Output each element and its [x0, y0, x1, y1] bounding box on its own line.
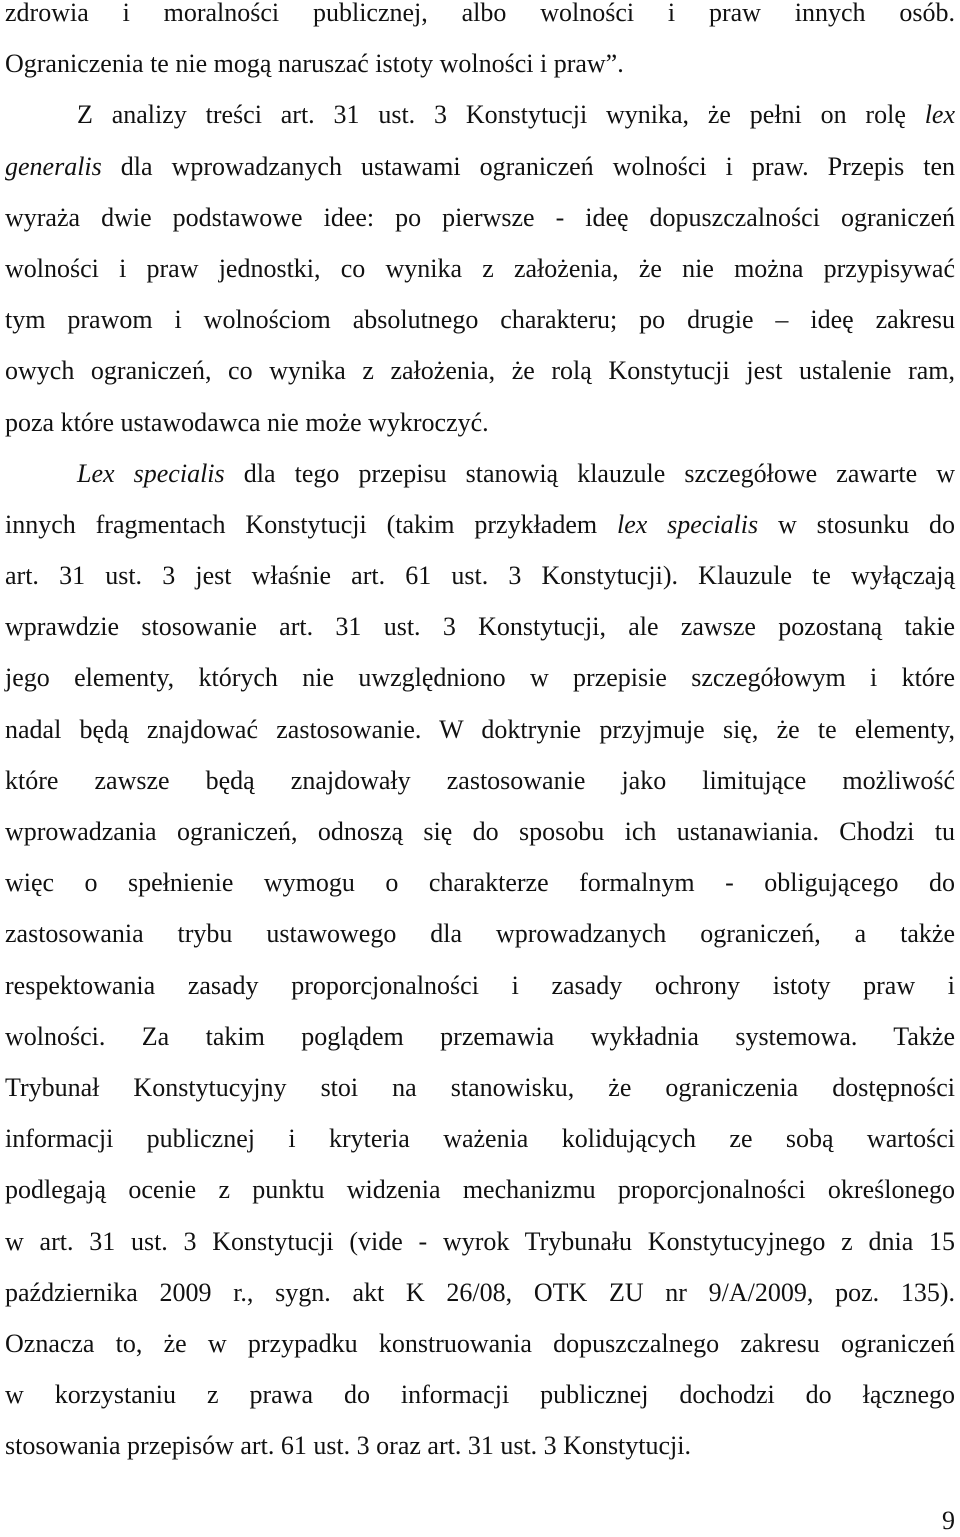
text-segment: Ograniczenia te nie mogą naruszać istoty wolności i praw”.: [5, 49, 624, 79]
text-line: [5, 192, 955, 243]
text-segment: w art. 31 ust. 3 Konstytucji (vide - wyrok Trybunału Konstytucyjnego z dnia 15: [5, 1226, 955, 1256]
text-line: [5, 1420, 955, 1471]
text-segment: dla tego przepisu stanowią klauzule szczegółowe zawarte w: [224, 458, 955, 488]
text-line: [5, 1216, 955, 1267]
text-segment: które zawsze będą znajdowały zastosowanie jako limitujące możliwość: [5, 765, 955, 795]
text-segment: art. 31 ust. 3 jest właśnie art. 61 ust. 3 Konstytucji). Klauzule te wyłączają: [5, 561, 955, 591]
text-line: [5, 755, 955, 806]
text-line: [5, 89, 955, 140]
text-segment: Trybunał Konstytucyjny stoi na stanowisku, że ograniczenia dostępności: [5, 1072, 955, 1102]
text-segment: więc o spełnienie wymogu o charakterze formalnym - obligującego do: [5, 868, 955, 898]
text-line: [5, 294, 955, 345]
text-line: [5, 1113, 955, 1164]
text-segment: Z analizy treści art. 31 ust. 3 Konstytucji wynika, że pełni on rolę: [77, 100, 925, 130]
text-line: [5, 652, 955, 703]
text-segment: Oznacza to, że w przypadku konstruowania dopuszczalnego zakresu ograniczeń: [5, 1328, 955, 1358]
text-line: [5, 1164, 955, 1215]
text-line: [5, 1267, 955, 1318]
text-line: [5, 857, 955, 908]
text-segment: zdrowia i moralności publicznej, albo wolności i praw innych osób.: [5, 0, 955, 27]
text-line: [5, 550, 955, 601]
text-segment: w stosunku do: [758, 509, 955, 539]
text-line: [5, 1318, 955, 1369]
text-segment: stosowania przepisów art. 61 ust. 3 oraz art. 31 ust. 3 Konstytucji.: [5, 1431, 691, 1461]
text-segment: wolności. Za takim poglądem przemawia wykładnia systemowa. Także: [5, 1021, 955, 1051]
text-segment: wyraża dwie podstawowe idee: po pierwsze - ideę dopuszczalności ograniczeń: [5, 202, 955, 232]
italic-term: lex: [924, 100, 955, 130]
text-segment: w korzystaniu z prawa do informacji publicznej dochodzi do łącznego: [5, 1380, 955, 1410]
text-segment: jego elementy, których nie uwzględniono w przepisie szczegółowym i które: [5, 663, 955, 693]
text-segment: tym prawom i wolnościom absolutnego charakteru; po drugie – ideę zakresu: [5, 305, 955, 335]
text-line: [5, 960, 955, 1011]
text-line: [5, 1369, 955, 1420]
text-line: [5, 141, 955, 192]
text-segment: respektowania zasady proporcjonalności i zasady ochrony istoty praw i: [5, 970, 955, 1000]
italic-term: generalis: [5, 151, 102, 181]
text-line: [5, 704, 955, 755]
text-line: [5, 601, 955, 652]
text-segment: innych fragmentach Konstytucji (takim przykładem: [5, 509, 617, 539]
italic-term: Lex specialis: [77, 458, 225, 488]
text-segment: podlegają ocenie z punktu widzenia mechanizmu proporcjonalności określonego: [5, 1175, 955, 1205]
text-segment: poza które ustawodawca nie może wykroczyć.: [5, 407, 489, 437]
paragraph-text: [5, 0, 955, 1471]
document-body: [5, 0, 955, 1471]
text-line: [5, 397, 955, 448]
text-segment: zastosowania trybu ustawowego dla wprowadzanych ograniczeń, a także: [5, 919, 955, 949]
text-line: [5, 38, 955, 89]
text-line: [5, 448, 955, 499]
italic-term: lex specialis: [616, 509, 759, 539]
text-segment: wolności i praw jednostki, co wynika z założenia, że nie można przypisywać: [5, 253, 955, 283]
page-number: 9: [942, 1506, 955, 1535]
text-segment: wprowadzania ograniczeń, odnoszą się do sposobu ich ustanawiania. Chodzi tu: [5, 817, 955, 846]
text-segment: owych ograniczeń, co wynika z założenia, że rolą Konstytucji jest ustalenie ram,: [5, 356, 955, 386]
text-line: [5, 1011, 955, 1062]
text-segment: informacji publicznej i kryteria ważenia kolidujących ze sobą wartości: [5, 1124, 955, 1154]
text-line: [5, 908, 955, 959]
text-line: [5, 345, 955, 396]
text-line: [5, 0, 955, 38]
text-line: [5, 1062, 955, 1113]
text-line: [5, 243, 955, 294]
text-segment: wprawdzie stosowanie art. 31 ust. 3 Konstytucji, ale zawsze pozostaną takie: [5, 612, 955, 642]
text-line: [5, 499, 955, 550]
text-segment: nadal będą znajdować zastosowanie. W doktrynie przyjmuje się, że te elementy,: [5, 714, 955, 744]
text-segment: października 2009 r., sygn. akt K 26/08, OTK ZU nr 9/A/2009, poz. 135).: [5, 1277, 955, 1307]
text-line: [5, 806, 955, 857]
text-segment: dla wprowadzanych ustawami ograniczeń wolności i praw. Przepis ten: [101, 151, 955, 181]
